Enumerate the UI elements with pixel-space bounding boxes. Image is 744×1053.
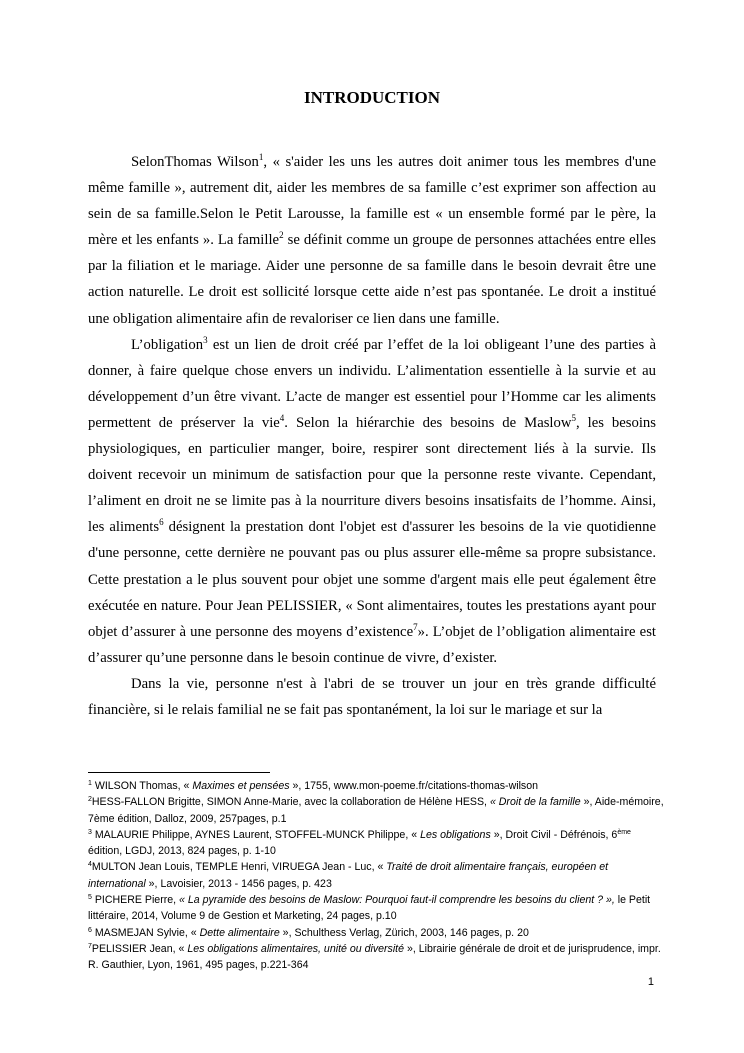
italic-text: Traité de droit alimentaire français, européen et international <box>88 861 609 890</box>
footnote <box>88 941 664 974</box>
footnote-reference: 2 <box>279 230 284 241</box>
text-run: , les besoins physiologiques, en particulier manger, boire, respirer sont directement liés à la survie. Ils doivent recevoir un minimum de satisfaction pour que la personne reste vivante. Cependant, l’aliment en droit ne se limite pas à la nourriture divers besoins insatisfaits de l’homme. Ainsi, les aliments <box>88 414 656 536</box>
text-run: PICHERE Pierre, <box>91 894 180 907</box>
footnote-reference: 4 <box>88 861 92 869</box>
italic-text: Les obligations <box>420 828 491 841</box>
footnote <box>88 794 664 827</box>
footnote-reference: 1 <box>88 780 92 787</box>
body-text <box>88 149 656 723</box>
text-run: WILSON Thomas, « <box>91 780 193 792</box>
paragraph <box>88 671 656 723</box>
text-run: », Lavoisier, 2013 - 1456 pages, p. 423 <box>145 877 332 890</box>
paragraph <box>88 332 656 671</box>
page-number: 1 <box>647 976 654 988</box>
page-title: INTRODUCTION <box>303 88 441 107</box>
text-run: est un lien de droit créé par l’effet de la loi obligeant l’une des parties à donner, à faire quelque chose envers un individu. L’alimentation essentielle à la survie et au développement d’un être vivant. L’acte de manger est essentiel pour l’Homme car les aliments permettent de préserver la vie <box>88 336 656 431</box>
paragraph <box>88 149 656 332</box>
text-run: , « s'aider les uns les autres doit animer tous les membres d'une même famille », autrement dit, aider les membres de sa famille c’est exprimer son affection au sein de sa famille.Selon le Petit Larousse, la famille est « un ensemble formé par le père, la mère et les enfants ». La famille <box>88 154 656 249</box>
text-run: », Aide-mémoire, 7ème édition, Dalloz, 2009, 257pages, p.1 <box>88 796 664 825</box>
text-run: PELISSIER Jean, « <box>91 942 188 955</box>
footnote <box>88 827 664 860</box>
text-run: », Schulthess Verlag, Zürich, 2003, 146 pages, p. 20 <box>279 926 529 939</box>
footnote-reference: 2 <box>88 796 92 804</box>
italic-text: « Droit de la famille <box>489 796 581 809</box>
italic-text: « La pyramide des besoins de Maslow: Pourquoi faut-il comprendre les besoins du client ? », <box>179 894 615 907</box>
footnote-reference: 7 <box>88 942 92 950</box>
footnote-reference: 3 <box>203 334 208 345</box>
footnote-reference: 7 <box>413 621 418 632</box>
text-run: le Petit littéraire, 2014, Volume 9 de Gestion et Marketing, 24 pages, p.10 <box>88 894 651 923</box>
italic-text: Les obligations alimentaires, unité ou diversité <box>187 942 405 955</box>
text-run: MALAURIE Philippe, AYNES Laurent, STOFFEL-MUNCK Philippe, « <box>91 828 421 841</box>
footnote-reference: 3 <box>88 828 92 836</box>
footnotes <box>88 778 664 974</box>
text-run: », 1755, www.mon-poeme.fr/citations-thomas-wilson <box>289 780 539 792</box>
text-run: désignent la prestation dont l'objet est d'assurer les besoins de la vie quotidienne d'une personne, cette dernière ne pouvant pas ou plus assurer elle-même sa propre subsistance. Cette prestation a le plus souvent pour objet une somme d'argent mais elle peut également être exécutée en nature. Pour Jean PELISSIER, « Sont alimentaires, toutes les prestations ayant pour objet d’assurer à une personne des moyens d’existence <box>88 519 656 640</box>
text-run: », Droit Civil - Défrénois, 6 <box>490 828 618 841</box>
text-run: HESS-FALLON Brigitte, SIMON Anne-Marie, avec la collaboration de Hélène HESS, <box>91 796 490 809</box>
footnote-reference: ème <box>617 828 631 836</box>
footnote <box>88 925 664 941</box>
footnote <box>88 778 664 794</box>
text-run: . Selon la hiérarchie des besoins de Maslow <box>284 414 572 431</box>
text-run: MULTON Jean Louis, TEMPLE Henri, VIRUEGA Jean - Luc, « <box>91 861 387 874</box>
footnote-reference: 5 <box>571 412 576 423</box>
text-run: SelonThomas Wilson <box>131 154 259 170</box>
text-run: », Librairie générale de droit et de jurisprudence, impr. R. Gauthier, Lyon, 1961, 495 pages, p.221-364 <box>88 942 661 972</box>
footnote-reference: 1 <box>258 152 264 162</box>
footnote-reference: 4 <box>279 412 285 423</box>
text-run: se définit comme un groupe de personnes attachées entre elles par la filiation et le mariage. Aider une personne de sa famille dans le besoin devrait être une action naturelle. Le droit est sollicité lorsque cette aide n’est pas spontanée. Le droit a institué une obligation alimentaire afin de revaloriser ce lien dans une famille. <box>88 232 656 327</box>
italic-text: Dette alimentaire <box>199 926 280 939</box>
footnote-separator <box>88 772 270 773</box>
footnote <box>88 892 664 925</box>
text-run: édition, LGDJ, 2013, 824 pages, p. 1-10 <box>88 845 276 858</box>
text-run: MASMEJAN Sylvie, « <box>91 926 200 939</box>
footnote <box>88 859 664 892</box>
text-run: L’obligation <box>131 336 204 353</box>
footnote-reference: 5 <box>88 894 92 902</box>
text-run: ». L’objet de l’obligation alimentaire est d’assurer qu’une personne dans le besoin continue de vivre, d’exister. <box>88 623 656 666</box>
footnote-reference: 6 <box>88 926 92 934</box>
text-run: Dans la vie, personne n'est à l'abri de se trouver un jour en très grande difficulté financière, si le relais familial ne se fait pas spontanément, la loi sur le mariage et sur la <box>88 675 656 718</box>
footnote-reference: 6 <box>159 517 164 528</box>
italic-text: Maximes et pensées <box>192 780 290 792</box>
